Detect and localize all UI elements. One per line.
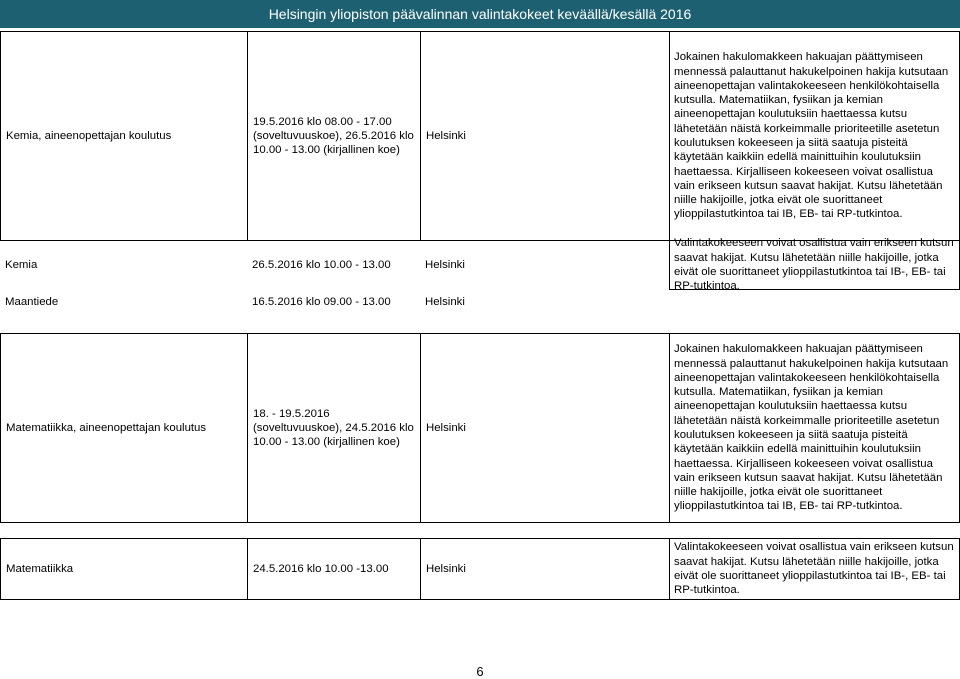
page-number: 6 <box>476 664 484 679</box>
place-cell <box>420 538 670 600</box>
subject-cell <box>0 333 248 523</box>
time-cell <box>247 538 421 600</box>
time-text: 19.5.2016 klo 08.00 - 17.00 (soveltuvuuskoe), 26.5.2016 klo 10.00 - 13.00 (kirjallinen koe) <box>253 115 414 157</box>
info-text: Valintakokeeseen voivat osallistua vain erikseen kutsun saavat hakijat. Kutsu lähetetään niille hakijoille, jotka eivät ole suorittaneet ylioppilastutkintoa tai IB-, EB- tai RP-tutkintoa. <box>674 237 954 293</box>
document-title: Helsingin yliopiston päävalinnan valintakokeet keväällä/kesällä 2016 <box>268 6 692 22</box>
table-row <box>0 538 960 600</box>
subject-text: Kemia <box>5 258 38 271</box>
place-cell <box>420 240 670 290</box>
info-cell <box>669 31 960 241</box>
place-text: Helsinki <box>425 258 465 271</box>
place-text: Helsinki <box>426 129 466 142</box>
place-text: Helsinki <box>425 296 465 309</box>
subject-cell <box>0 31 248 241</box>
time-cell <box>247 240 421 290</box>
place-cell <box>420 289 670 316</box>
place-cell <box>420 31 670 241</box>
time-text: 26.5.2016 klo 10.00 - 13.00 <box>252 258 391 271</box>
time-cell <box>247 333 421 523</box>
info-text: Jokainen hakulomakkeen hakuajan päättymiseen mennessä palauttanut hakukelpoinen hakija kutsutaan aineenopettajan valintakokeeseen henkilökohtaisella kutsulla. Matematiikan, fysiikan ja kemian aineenopettajan koulutuksiin haettaessa kutsu lähetetään näistä korkeimmalle prioriteetille asetetun koulutuksen kokeeseen ja siitä saatuja pisteitä käytetään kaikkiin edellä mainittuihin koulutuksiin haettaessa. Kirjalliseen kokeeseen voivat osallistua vain erikseen kutsun saavat hakijat. Kutsu lähetetään niille hakijoille, jotka eivät ole suorittaneet ylioppilastutkintoa tai IB, EB- tai RP-tutkintoa. <box>674 51 949 221</box>
subject-text: Matematiikka <box>6 562 74 575</box>
document-header <box>0 0 960 28</box>
time-text: 18. - 19.5.2016 (soveltuvuuskoe), 24.5.2016 klo 10.00 - 13.00 (kirjallinen koe) <box>253 407 414 449</box>
table-row <box>0 289 960 316</box>
info-text: Jokainen hakulomakkeen hakuajan päättymiseen mennessä palauttanut hakukelpoinen hakija kutsutaan aineenopettajan valintakokeeseen henkilökohtaisella kutsulla. Matematiikan, fysiikan ja kemian aineenopettajan koulutuksiin haettaessa kutsu lähetetään näistä korkeimmalle prioriteetille asetetun koulutuksen kokeeseen ja siitä saatuja pisteitä käytetään kaikkiin edellä mainittuihin koulutuksiin haettaessa. Kirjalliseen kokeeseen voivat osallistua vain erikseen kutsun saavat hakijat. Kutsu lähetetään niille hakijoille, jotka eivät ole suorittaneet ylioppilastutkintoa tai IB, EB- tai RP-tutkintoa. <box>674 343 949 513</box>
info-cell <box>669 333 960 523</box>
time-cell <box>247 31 421 241</box>
info-cell <box>669 289 960 316</box>
info-cell <box>669 538 960 600</box>
subject-cell <box>0 240 248 290</box>
subject-cell <box>0 289 248 316</box>
table-row <box>0 237 960 293</box>
place-text: Helsinki <box>426 421 466 434</box>
subject-text: Maantiede <box>5 296 59 309</box>
table-row <box>0 31 960 241</box>
place-text: Helsinki <box>426 562 466 575</box>
subject-text: Kemia, aineenopettajan koulutus <box>6 129 172 142</box>
place-cell <box>420 333 670 523</box>
table-row <box>0 333 960 523</box>
subject-text: Matematiikka, aineenopettajan koulutus <box>6 421 207 434</box>
time-text: 16.5.2016 klo 09.00 - 13.00 <box>252 296 391 309</box>
subject-cell <box>0 538 248 600</box>
info-text: Valintakokeeseen voivat osallistua vain erikseen kutsun saavat hakijat. Kutsu lähetetään niille hakijoille, jotka eivät ole suorittaneet ylioppilastutkintoa tai IB-, EB- tai RP-tutkintoa. <box>674 541 954 597</box>
time-cell <box>247 289 421 316</box>
time-text: 24.5.2016 klo 10.00 -13.00 <box>253 562 389 575</box>
info-cell <box>669 237 960 293</box>
